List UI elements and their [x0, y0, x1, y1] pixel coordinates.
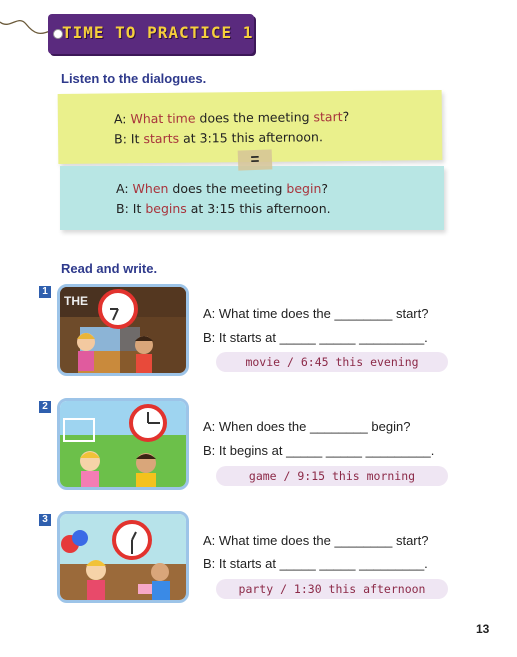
exercise-number-badge: 3 [39, 514, 51, 526]
exercise-1-question: A: What time does the ________ start? [203, 306, 429, 321]
exercise-2-illustration [57, 398, 189, 490]
exercise-2-hint: game / 9:15 this morning [216, 466, 448, 486]
exercise-3-hint: party / 1:30 this afternoon [216, 579, 448, 599]
yellow-line-b: B: It starts at 3:15 this afternoon. [114, 129, 323, 147]
blue-line-a: A: When does the meeting begin? [116, 181, 329, 196]
exercise-1-hint: movie / 6:45 this evening [216, 352, 448, 372]
exercise-3-illustration [57, 511, 189, 603]
svg-text:THE: THE [64, 294, 88, 308]
listen-instruction: Listen to the dialogues. [61, 71, 207, 86]
page-number: 13 [476, 622, 490, 636]
exercise-1-illustration [57, 284, 189, 376]
blue-line-b: B: It begins at 3:15 this afternoon. [116, 201, 331, 216]
exercise-number-badge: 2 [39, 401, 51, 413]
read-write-instruction: Read and write. [61, 261, 158, 276]
title-banner [48, 14, 254, 54]
exercise-2-answer: B: It begins at _____ _____ _________. [203, 443, 435, 458]
yellow-line-a: A: What time does the meeting start? [113, 108, 350, 127]
exercise-1-answer: B: It starts at _____ _____ _________. [203, 330, 428, 345]
exercise-3-question: A: What time does the ________ start? [203, 533, 429, 548]
banner-title: TIME TO PRACTICE 1 [62, 23, 254, 42]
blue-dialogue-note [60, 166, 444, 230]
equals-tape: = [238, 149, 273, 170]
exercise-3-answer: B: It starts at _____ _____ _________. [203, 556, 428, 571]
exercise-number-badge: 1 [39, 286, 51, 298]
exercise-2-question: A: When does the ________ begin? [203, 419, 411, 434]
